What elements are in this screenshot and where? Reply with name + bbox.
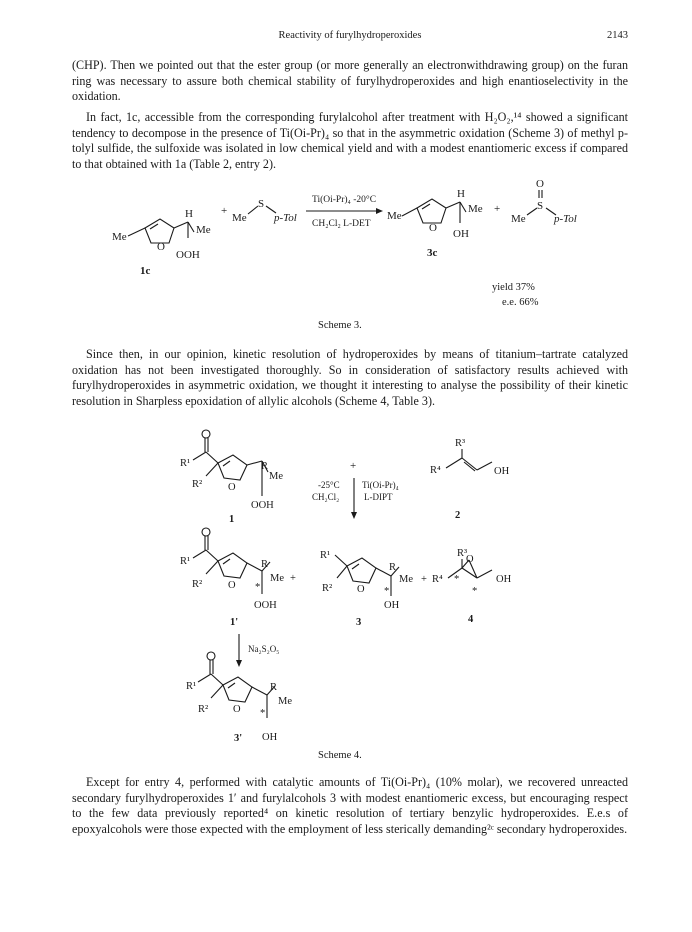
me-label: Me xyxy=(196,224,211,236)
compound-label-3prime: 3' xyxy=(234,733,243,744)
oh-label: OH xyxy=(384,600,400,611)
running-title: Reactivity of furylhydroperoxides xyxy=(278,30,422,41)
oh-label: OH xyxy=(494,466,510,477)
r-label: R xyxy=(270,682,278,693)
plus-sign: + xyxy=(290,573,296,584)
h-label: H xyxy=(185,208,193,220)
o-label: O xyxy=(228,580,236,591)
r-label: R xyxy=(261,559,269,570)
h-label: H xyxy=(457,188,465,200)
o-label: O xyxy=(228,482,236,493)
compound-label-3c: 3c xyxy=(427,247,438,259)
stereo-star: * xyxy=(472,586,478,597)
o-label: O xyxy=(429,222,437,234)
reagents-bottom: CH₂Cl₂ L-DET xyxy=(312,219,371,229)
me-label: Me xyxy=(511,213,526,225)
scheme-3-caption: Scheme 3. xyxy=(318,320,362,331)
r-label: R xyxy=(389,562,397,573)
plus-sign: + xyxy=(221,205,228,217)
r1-label: R¹ xyxy=(186,681,197,692)
stereo-star: * xyxy=(384,586,390,597)
compound-label-3: 3 xyxy=(356,617,362,628)
r4-label: R⁴ xyxy=(432,574,443,585)
r-label: R xyxy=(261,461,269,472)
paragraph-2: In fact, 1c, accessible from the corresponding furylalcohol after treatment with H₂O₂,¹⁴ showed a significant tendency to decompose in the presence of Ti(Oi-Pr)₄ so that in the asymmetric oxidation (Scheme 3) of methyl p-tolyl sulfide, the sulfoxide was isolated in low chemical yield and with a modest enantiomeric excess if compared to that obtained with 1a (Table 2, entry 2). xyxy=(72,110,628,171)
compound-label-1prime: 1' xyxy=(230,617,239,628)
r3-label: R³ xyxy=(455,438,466,449)
o-label: O xyxy=(233,704,241,715)
compound-label-2: 2 xyxy=(455,510,461,521)
reagents-top: Ti(Oi-Pr)₄ -20°C xyxy=(312,195,377,205)
ptol-label: p-Tol xyxy=(554,213,577,225)
compound-2-structure xyxy=(446,449,492,471)
reducing-agent: Na₂S₂O₅ xyxy=(248,644,280,654)
condition-ligand: L-DIPT xyxy=(364,492,393,502)
me-label: Me xyxy=(270,573,284,584)
r2-label: R² xyxy=(192,579,203,590)
plus-sign: + xyxy=(421,574,427,585)
r2-label: R² xyxy=(322,583,333,594)
stereo-star: * xyxy=(260,708,266,719)
me-label: Me xyxy=(232,212,247,224)
condition-catalyst: Ti(Oi-Pr)₄ xyxy=(362,480,399,490)
paragraph-4: Except for entry 4, performed with catalytic amounts of Ti(Oi-Pr)₄ (10% molar), we recovered unreacted secondary furylhydroperoxides 1′ and furylalcohols 3 with modest enantiomeric excess, but encouraging respect to the few data previously reported⁴ on kinetic resolution of tertiary benzylic hydroperoxides. E.e.s of epoxyalcohols were those expected with the employment of less sterically demanding²ᶜ secondary hydroperoxides. xyxy=(72,775,628,836)
me-label: Me xyxy=(112,231,127,243)
condition-solvent: CH₂Cl₂ xyxy=(312,492,340,502)
condition-temperature: -25°C xyxy=(318,480,340,490)
page-number: 2143 xyxy=(607,30,628,41)
me-label: Me xyxy=(269,471,283,482)
r1-label: R¹ xyxy=(180,556,191,567)
ooh-label: OOH xyxy=(176,249,200,261)
r1-label: R¹ xyxy=(180,458,191,469)
r2-label: R² xyxy=(192,479,203,490)
ee-value: e.e. 66% xyxy=(502,297,539,308)
me-label: Me xyxy=(278,696,292,707)
compound-label-1c: 1c xyxy=(140,265,151,277)
o-label: O xyxy=(466,554,474,565)
r1-label: R¹ xyxy=(320,550,331,561)
oh-label: OH xyxy=(262,732,278,743)
paragraph-1: (CHP). Then we pointed out that the ester group (or more generally an electronwithdrawing group) on the furan ring was necessary to assure both chemical stability of furylhydroperoxides and high enantioselectivity in the oxidation. xyxy=(72,58,628,104)
oh-label: OH xyxy=(453,228,469,240)
s-label: S xyxy=(537,200,544,212)
yield-value: yield 37% xyxy=(492,282,535,293)
scheme-4-caption: Scheme 4. xyxy=(318,750,362,761)
s-label: S xyxy=(258,198,265,210)
paragraph-3: Since then, in our opinion, kinetic resolution of hydroperoxides by means of titanium–tartrate catalyzed oxidation has not been investigated thoroughly. So in consideration of satisfactory results achieved with furylhydroperoxides in asymmetric oxidation, we thought it interesting to analyse the possibility of their kinetic resolution in Sharpless epoxidation of allylic alcohols (Scheme 4, Table 3). xyxy=(72,347,628,408)
ooh-label: OOH xyxy=(254,600,277,611)
me-label: Me xyxy=(468,203,483,215)
oh-label: OH xyxy=(496,574,512,585)
r4-label: R⁴ xyxy=(430,465,441,476)
compound-label-1: 1 xyxy=(229,514,235,525)
o-label: O xyxy=(157,241,165,253)
r3-label: R³ xyxy=(457,548,468,559)
ptol-label: p-Tol xyxy=(274,212,297,224)
me-label: Me xyxy=(387,210,402,222)
stereo-star: * xyxy=(255,582,261,593)
stereo-star: * xyxy=(454,574,460,585)
r2-label: R² xyxy=(198,704,209,715)
plus-sign: + xyxy=(350,460,357,472)
me-label: Me xyxy=(399,574,413,585)
ooh-label: OOH xyxy=(251,500,274,511)
compound-label-4: 4 xyxy=(468,614,474,625)
o-label: O xyxy=(536,178,544,190)
o-label: O xyxy=(357,584,365,595)
plus-sign: + xyxy=(494,203,501,215)
